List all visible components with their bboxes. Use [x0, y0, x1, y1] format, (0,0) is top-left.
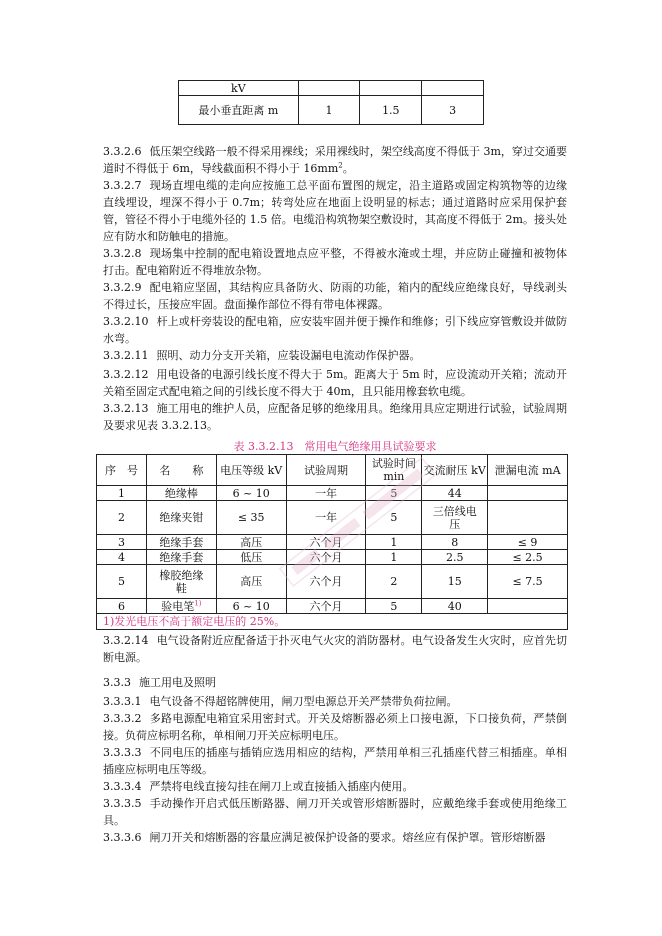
table-cell: 六个月 [286, 565, 366, 599]
table-cell [488, 501, 568, 535]
table-cell: 2.5 [422, 550, 488, 565]
clause-text: 施工用电的维护人员，应配备足够的绝缘用具。绝缘用具应定期进行试验，试验周期及要求见表 3.3.2.13。 [103, 402, 567, 432]
table-cell: 3 [422, 96, 484, 125]
table-cell: ≤ 9 [488, 535, 568, 550]
clause-3-3-3-4 [103, 778, 567, 795]
table-row [179, 81, 484, 96]
table-cell: ≤ 35 [216, 501, 286, 535]
table-cell: 1 [366, 535, 422, 550]
table-row [97, 550, 568, 565]
table-cell [360, 81, 422, 96]
clause-number: 3.3.2.13 [103, 402, 149, 415]
clause-text: 电气设备附近应配备适于扑灭电气火灾的消防器材。电气设备发生火灾时，应首先切断电源。 [103, 634, 567, 664]
clause-number: 3.3.3 [103, 676, 131, 689]
clause-number: 3.3.3.3 [103, 746, 142, 759]
clause-3-3-3-3 [103, 744, 567, 778]
clause-3-3-2-14 [103, 632, 567, 666]
table-cell: 5 [366, 501, 422, 535]
clause-3-3-2-6: 3.3.2.6 低压架空线路一般不得采用裸线；采用裸线时，架空线高度不得低于 3m，穿过交通要道时不得低于 6m，导线截面积不得小于 $16mm^2$。 [103, 145, 567, 175]
table-cell: 三倍线电压 [422, 501, 488, 535]
clause-text: 闸刀开关和熔断器的容量应满足被保护设备的要求。熔丝应有保护罩。管形熔断器 [149, 831, 546, 844]
table-row [97, 486, 568, 501]
clause-text: 现场集中控制的配电箱设置地点应平整，不得被水淹或土埋，并应防止碰撞和被物体打击。配电箱附近不得堆放杂物。 [103, 247, 567, 277]
table-cell: 2 [97, 501, 147, 535]
clause-3-3-3-1 [103, 693, 567, 710]
clause-text: 低压架空线路一般不得采用裸线；采用裸线时，架空线高度不得低于 3m，穿过交通要道时不得低于 6m，导线截面积不得小于 16mm [103, 145, 567, 175]
table-cell: 5 [97, 565, 147, 599]
table-cell: 1 [366, 550, 422, 565]
table-cell [488, 486, 568, 501]
table-cell: 高压 [216, 535, 286, 550]
table-cell: 4 [97, 550, 147, 565]
table-cell: 橡胶绝缘鞋 [146, 565, 216, 599]
table-cell: 一年 [286, 501, 366, 535]
table-cell: 2 [366, 565, 422, 599]
footnote-marker: 1) [194, 598, 202, 607]
table-caption: 表 3.3.2.13 常用电气绝缘用具试验要求 [233, 440, 437, 453]
clause-number: 3.3.2.11 [103, 349, 149, 362]
table-cell: 绝缘手套 [146, 550, 216, 565]
column-header: 电压等级 kV [216, 455, 286, 486]
column-header: 试验周期 [286, 455, 366, 486]
table-cell: 40 [422, 599, 488, 614]
table-cell [422, 81, 484, 96]
clause-3-3-3-2 [103, 710, 567, 744]
clause-number: 3.3.3.6 [103, 831, 142, 844]
table-row [179, 96, 484, 125]
clause-text: 手动操作开启式低压断路器、闸刀开关或管形熔断器时，应戴绝缘手套或使用绝缘工具。 [103, 797, 567, 827]
table-cell: 低压 [216, 550, 286, 565]
section-3-3-3 [103, 674, 567, 691]
clause-3-3-2-9 [103, 279, 567, 313]
table-cell: 6 [97, 599, 147, 614]
table-note-row [97, 614, 568, 630]
clause-number: 3.3.3.2 [103, 712, 142, 725]
table-cell: 5 [366, 599, 422, 614]
clause-text: 多路电源配电箱宜采用密封式。开关及熔断器必须上口接电源，下口接负荷，严禁倒接。负荷应标明名称，单相闸刀开关应标明电压。 [103, 712, 567, 742]
table-cell [298, 81, 360, 96]
table-cell: 绝缘夹钳 [146, 501, 216, 535]
table-row [97, 599, 568, 614]
table-cell [146, 599, 216, 614]
clause-text: 施工用电及照明 [139, 676, 216, 689]
clause-text: 照明、动力分支开关箱，应装设漏电电流动作保护器。 [156, 349, 421, 362]
clause-number: 3.3.2.7 [103, 179, 142, 192]
table-cell: 高压 [216, 565, 286, 599]
table-cell: kV [179, 81, 299, 96]
table-cell: 1 [298, 96, 360, 125]
clause-number: 3.3.3.5 [103, 797, 142, 810]
clause-text: 现场直埋电缆的走向应按施工总平面布置图的规定，沿主道路或固定构筑物等的边缘直线埋设，埋深不得小于 0.7m；转弯处应在地面上设明显的标志；通过道路时应采用保护套管，管径不得小于电缆外径的 1.5 倍。电缆沿构筑物架空敷设时，其高度不得低于 2m。接头处应有防水和防触电的措施。 [103, 179, 567, 243]
clause-3-3-2-7 [103, 177, 567, 245]
clause-text: 用电设备的电源引线长度不得大于 5m。距离大于 5m 时，应设流动开关箱；流动开关箱至固定式配电箱之间的引线长度不得大于 40m，且只能用橡套软电缆。 [103, 368, 567, 398]
clause-3-3-2-11 [103, 347, 567, 364]
table-cell: 一年 [286, 486, 366, 501]
clause-text: 严禁将电线直接勾挂在闸刀上或直接插入插座内使用。 [149, 780, 414, 793]
clause-3-3-2-10 [103, 313, 567, 347]
table-row [97, 535, 568, 550]
table-cell: 六个月 [286, 535, 366, 550]
table-header-row [97, 455, 568, 486]
table-cell: 8 [422, 535, 488, 550]
clause-3-3-2-8 [103, 245, 567, 279]
column-header: 泄漏电流 mA [488, 455, 568, 486]
table-cell: 15 [422, 565, 488, 599]
clause-number: 3.3.2.12 [103, 368, 149, 381]
table-row [97, 501, 568, 535]
clause-number: 3.3.2.14 [103, 634, 149, 647]
clause-number: 3.3.2.9 [103, 281, 142, 294]
table-cell: 3 [97, 535, 147, 550]
table-cell: 5 [366, 486, 422, 501]
clause-number: 3.3.2.10 [103, 315, 149, 328]
table-cell: ≤ 7.5 [488, 565, 568, 599]
clause-text: 电气设备不得超铭牌使用，闸刀型电源总开关严禁带负荷拉闸。 [149, 695, 458, 708]
insulation-tool-test-table [96, 454, 568, 630]
superscript: 2 [338, 161, 343, 170]
table-cell: 6 ~ 10 [216, 599, 286, 614]
clause-3-3-3-6 [103, 829, 567, 846]
column-header: 序 号 [97, 455, 147, 486]
column-header: 名 称 [146, 455, 216, 486]
column-header: 交流耐压 kV [422, 455, 488, 486]
clause-text: 杆上或杆旁装设的配电箱，应安装牢固并便于操作和维修；引下线应穿管敷设并做防水弯。 [103, 315, 567, 345]
clause-text: 不同电压的插座与插销应选用相应的结构，严禁用单相三孔插座代替三相插座。单相插座应标明电压等级。 [103, 746, 567, 776]
column-header: 试验时间 min [366, 455, 422, 486]
table-cell: 六个月 [286, 599, 366, 614]
cell-text: 验电笔 [161, 599, 195, 613]
table-cell: 1 [97, 486, 147, 501]
top-distance-table [178, 80, 484, 125]
table-cell: 6 ~ 10 [216, 486, 286, 501]
table-cell: 44 [422, 486, 488, 501]
clause-number: 3.3.2.8 [103, 247, 142, 260]
table-cell: 1.5 [360, 96, 422, 125]
clause-text: 配电箱应坚固，其结构应具备防火、防雨的功能，箱内的配线应绝缘良好，导线剥头不得过长，压接应牢固。盘面操作部位不得有带电体裸露。 [103, 281, 567, 311]
clause-3-3-2-13 [103, 400, 567, 434]
clause-3-3-2-12 [103, 366, 567, 400]
table-cell [488, 599, 568, 614]
table-cell: 绝缘棒 [146, 486, 216, 501]
table-cell: ≤ 2.5 [488, 550, 568, 565]
table-row [97, 565, 568, 599]
table-cell: 绝缘手套 [146, 535, 216, 550]
clause-number: 3.3.2.6 [103, 145, 142, 158]
clause-3-3-3-5 [103, 795, 567, 829]
clause-number: 3.3.3.1 [103, 695, 142, 708]
table-cell: 最小垂直距离 m [179, 96, 299, 125]
table-footnote: 1)发光电压不高于额定电压的 25%。 [97, 614, 568, 630]
table-cell: 六个月 [286, 550, 366, 565]
clause-number: 3.3.3.4 [103, 780, 142, 793]
